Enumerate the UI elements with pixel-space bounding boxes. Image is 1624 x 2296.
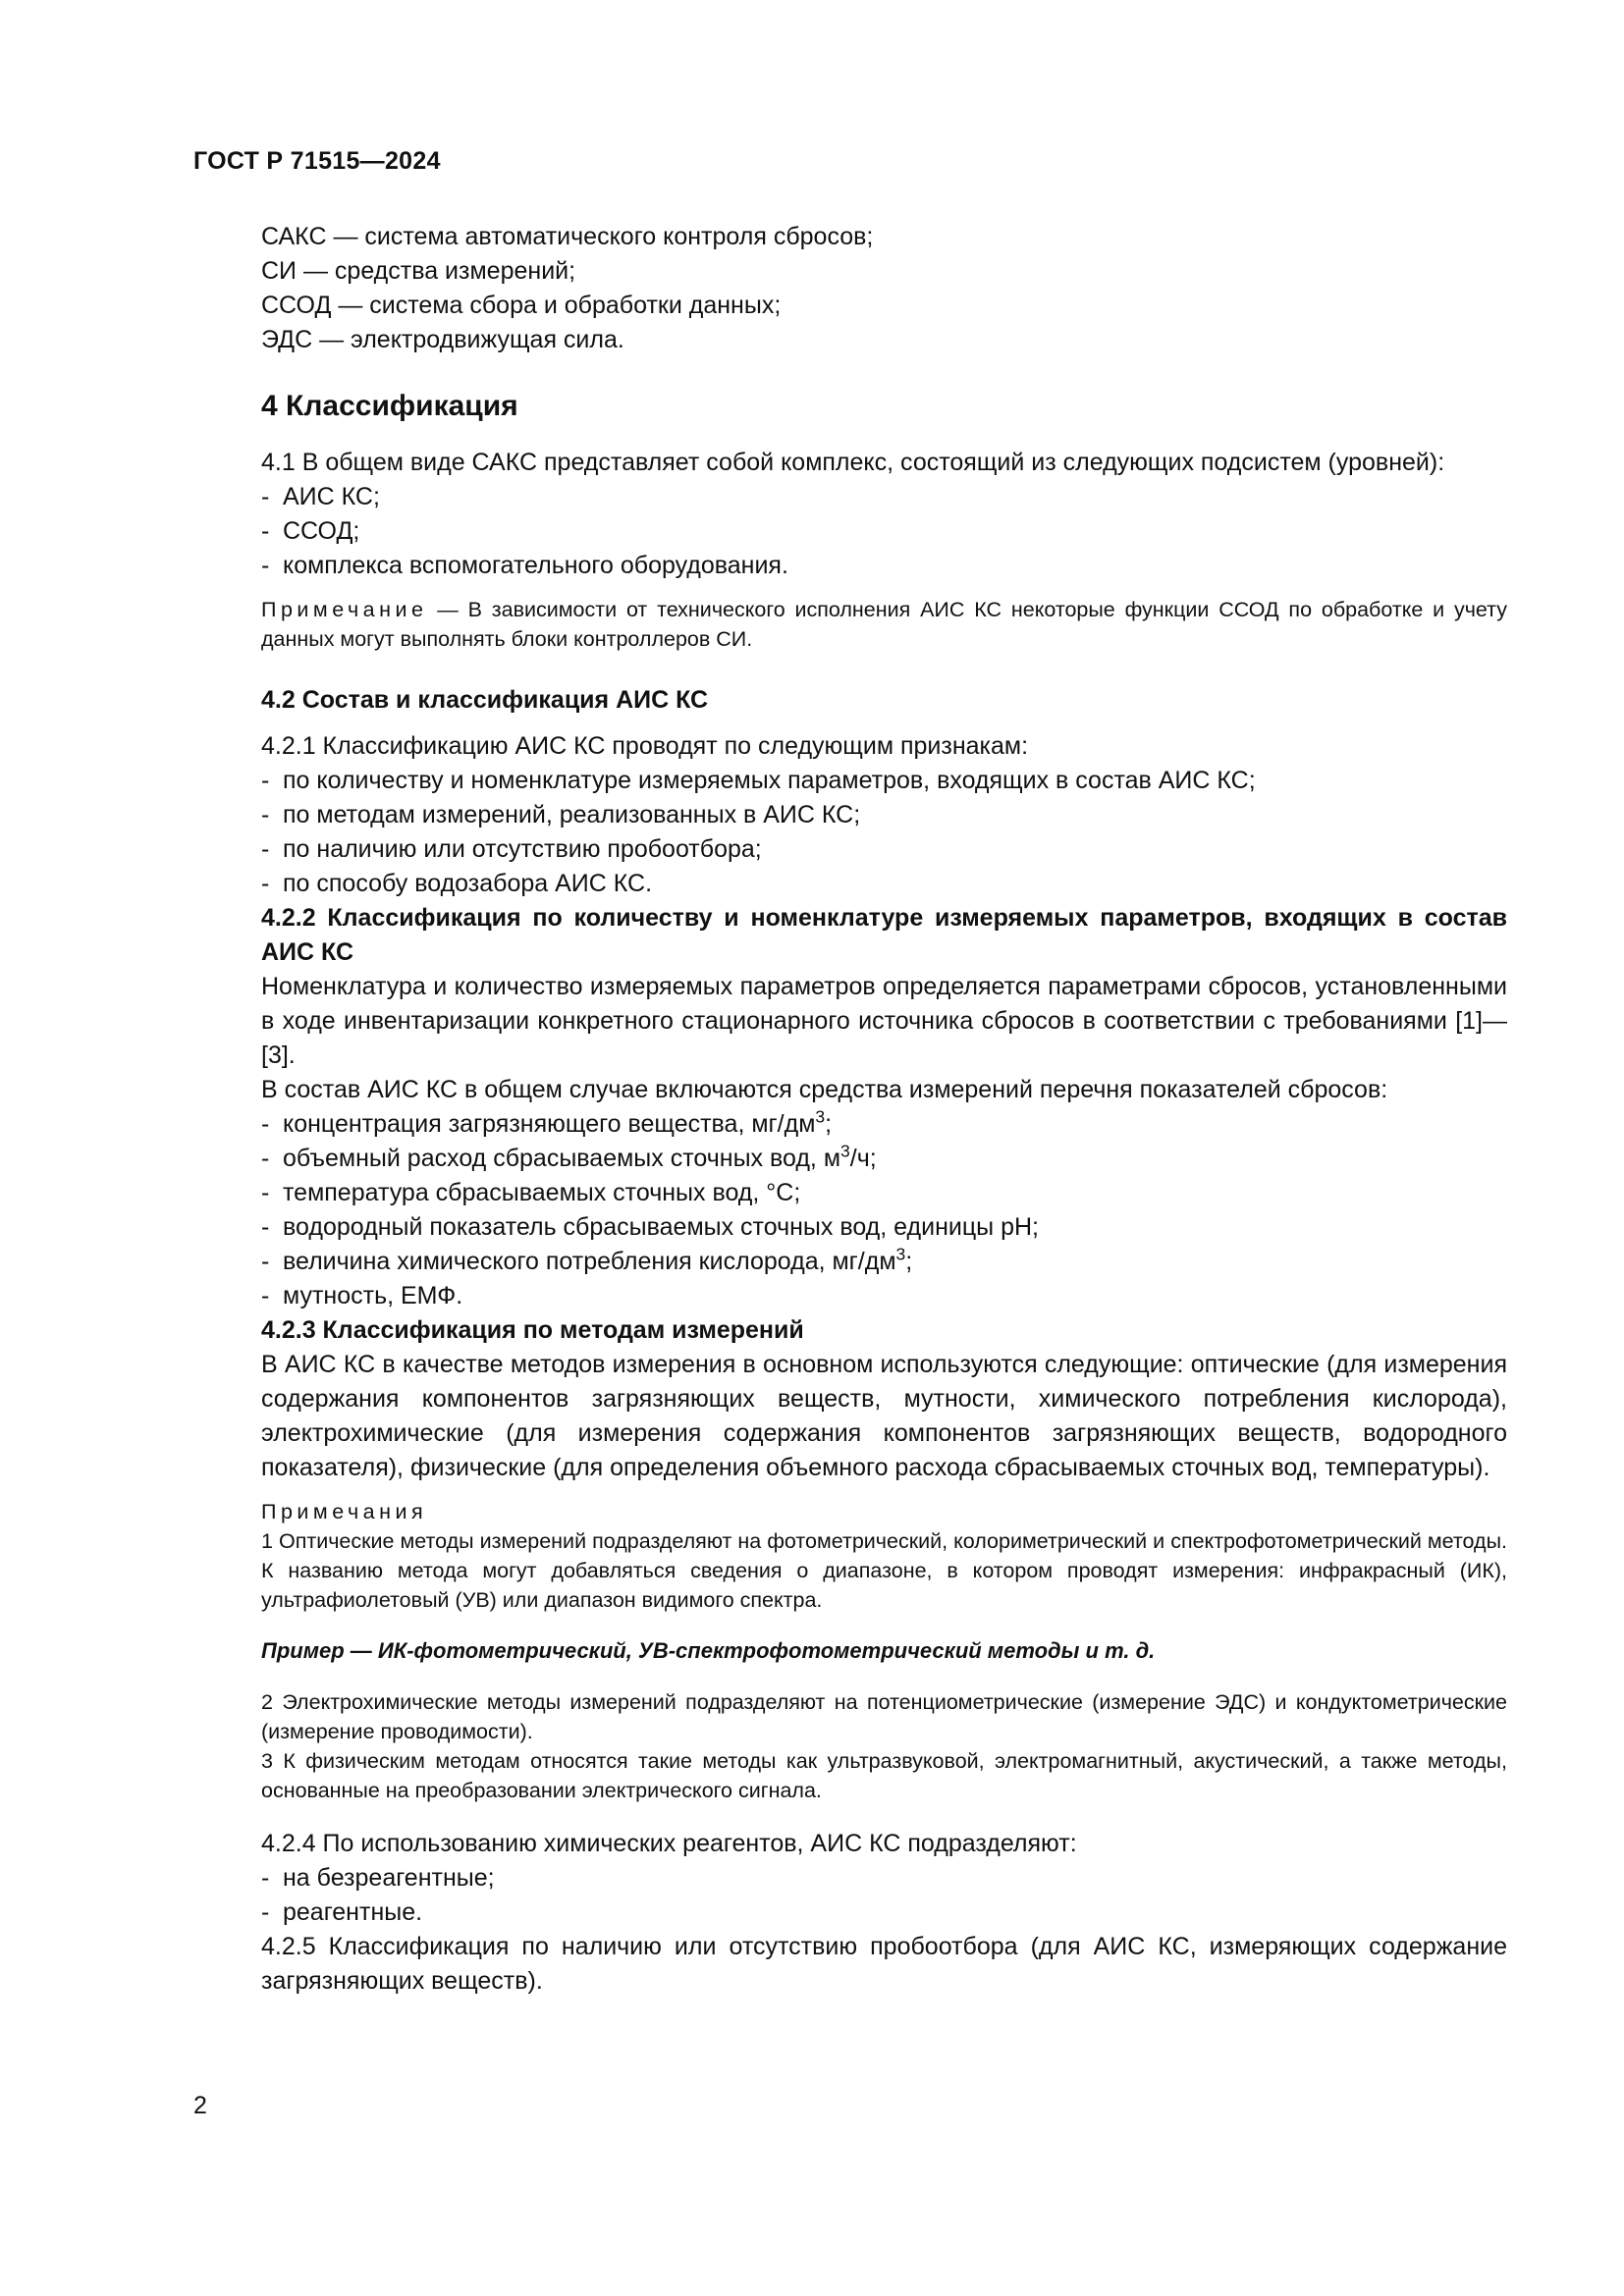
list-item: - ССОД; [193,514,1507,549]
list-item: - реагентные. [193,1896,1507,1930]
list-item: - объемный расход сбрасываемых сточных вод, $м^3/ч$; [193,1142,1507,1176]
document-header: ГОСТ Р 71515—2024 [193,147,441,175]
list-item-text: мутность, ЕМФ. [283,1282,463,1309]
list-item-text: температура сбрасываемых сточных вод, °С; [283,1179,801,1206]
list-item-text: по методам измерений, реализованных в АИС КС; [283,801,861,828]
list-item-text: АИС КС; [283,483,380,510]
list-item-text: ССОД; [283,517,360,545]
section-4-2-title: 4.2 Состав и классификация АИС КС [261,686,709,714]
list-item: - величина химического потребления кислорода, $мг/дм^3$; [193,1245,1507,1279]
list-item-text: по наличию или отсутствию пробоотбора; [283,835,762,863]
list-item-text: по количеству и номенклатуре измеряемых параметров, входящих в состав АИС КС; [283,767,1256,794]
page-content [193,220,1507,1999]
list-item-text: водородный показатель сбрасываемых сточных вод, единицы рН; [283,1213,1039,1241]
abbreviation-item: САКС — система автоматического контроля сбросов; [261,223,874,250]
list-item-text: реагентные. [283,1898,423,1926]
list-item-text: объемный расход сбрасываемых сточных вод, $м^3/ч$; [283,1141,877,1172]
list-item: - концентрация загрязняющего вещества, $мг/дм^3$; [193,1107,1507,1142]
list-item-text: на безреагентные; [283,1864,495,1892]
abbreviation-item: СИ — средства измерений; [261,257,576,285]
note-label: Примечание [261,598,428,621]
list-item-text: по способу водозабора АИС КС. [283,870,653,897]
abbreviation-item: ЭДС — электродвижущая сила. [261,326,624,353]
page-number: 2 [193,2092,207,2119]
paragraph-4-2-2-b: В состав АИС КС в общем случае включаются средства измерений перечня показателей сбросов: [261,1076,1388,1103]
list-item-text: величина химического потребления кислорода, $мг/дм^3$; [283,1244,913,1275]
heading-4-2-3: 4.2.3 Классификация по методам измерений [261,1316,804,1344]
heading-4-2-2: 4.2.2 Классификация по количеству и номенклатуре измеряемых параметров, входящих в состав АИС КС [261,904,1507,966]
note-1: 1 Оптические методы измерений подразделяют на фотометрический, колориметрический и спектрофотометрический методы. К названию метода могут добавляться сведения о диапазоне, в котором проводят измерения: инфракрасный (ИК), ультрафиолетовый (УВ) или диапазон видимого спектра. [261,1529,1507,1612]
list-item: - АИС КС; [193,480,1507,514]
paragraph-4-2-3: В АИС КС в качестве методов измерения в основном используются следующие: оптические (для измерения содержания компонентов загрязняющих веществ, мутности, химического потребления кислорода), электрохимические (для измерения содержания компонентов загрязняющих веществ, водородного показателя), физические (для определения объемного расхода сбрасываемых сточных вод, температуры). [261,1351,1507,1481]
example: Пример — ИК-фотометрический, УВ-спектрофотометрический методы и т. д. [261,1638,1156,1663]
list-item-text: комплекса вспомогательного оборудования. [283,552,788,579]
list-item: - на безреагентные; [193,1861,1507,1896]
notes-label: Примечания [261,1500,428,1523]
list-item: - по методам измерений, реализованных в АИС КС; [193,798,1507,832]
paragraph-4-2-1: 4.2.1 Классификацию АИС КС проводят по следующим признакам: [261,732,1029,760]
list-item: - по количеству и номенклатуре измеряемых параметров, входящих в состав АИС КС; [193,764,1507,798]
paragraph-4-2-4: 4.2.4 По использованию химических реагентов, АИС КС подразделяют: [261,1830,1077,1857]
list-item: - мутность, ЕМФ. [193,1279,1507,1313]
paragraph-4-2-5: 4.2.5 Классификация по наличию или отсутствию пробоотбора (для АИС КС, измеряющих содержание загрязняющих веществ). [261,1933,1507,1995]
abbreviation-item: ССОД — система сбора и обработки данных; [261,292,782,319]
note-3: 3 К физическим методам относятся такие методы как ультразвуковой, электромагнитный, акустический, а также методы, основанные на преобразовании электрического сигнала. [261,1749,1507,1802]
list-item: - по способу водозабора АИС КС. [193,867,1507,901]
list-item: - температура сбрасываемых сточных вод, °С; [193,1176,1507,1210]
note-4-1 [193,595,1507,654]
list-item: - комплекса вспомогательного оборудования. [193,549,1507,583]
list-item-text: концентрация загрязняющего вещества, $мг/дм^3$; [283,1106,833,1138]
paragraph-4-2-2-a: Номенклатура и количество измеряемых параметров определяется параметрами сбросов, установленными в ходе инвентаризации конкретного стационарного источника сбросов в соответствии с требованиями [1]—[3]. [261,973,1507,1069]
paragraph-4-1: 4.1 В общем виде САКС представляет собой комплекс, состоящий из следующих подсистем (уровней): [261,449,1445,476]
list-item: - водородный показатель сбрасываемых сточных вод, единицы рН; [193,1210,1507,1245]
note-text: — В зависимости от технического исполнения АИС КС некоторые функции ССОД по обработке и учету данных могут выполнять блоки контроллеров СИ. [261,598,1507,651]
section-4-title: 4 Классификация [261,390,518,422]
note-2: 2 Электрохимические методы измерений подразделяют на потенциометрические (измерение ЭДС) и кондуктометрические (измерение проводимости). [261,1690,1507,1743]
list-item: - по наличию или отсутствию пробоотбора; [193,832,1507,867]
